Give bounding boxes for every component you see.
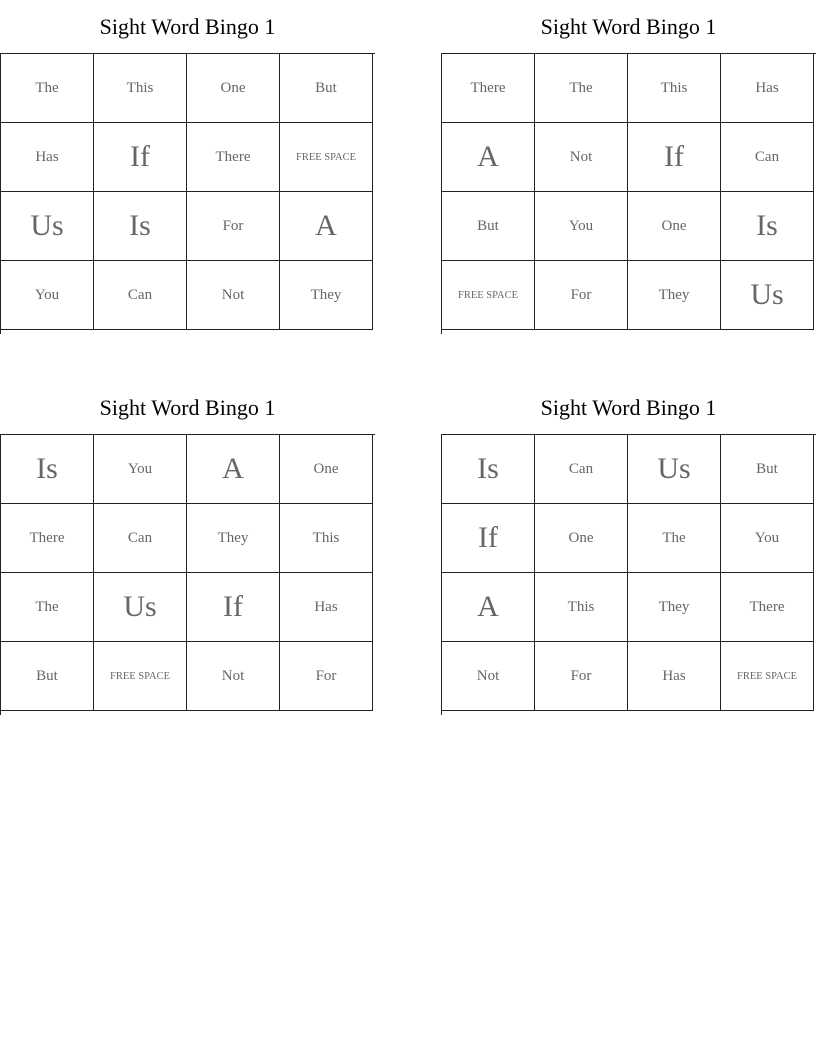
free-space-cell: FREE SPACE (280, 123, 373, 192)
bingo-cell: But (442, 192, 535, 261)
bingo-cell: A (442, 573, 535, 642)
bingo-cell: They (280, 261, 373, 330)
bingo-cell: Us (721, 261, 814, 330)
bingo-cell: They (187, 504, 280, 573)
bingo-cell: For (280, 642, 373, 711)
bingo-cell: Is (1, 435, 94, 504)
card-title: Sight Word Bingo 1 (540, 14, 717, 39)
bingo-cell: If (628, 123, 721, 192)
bingo-cell: You (535, 192, 628, 261)
bingo-cell: Has (721, 54, 814, 123)
bingo-cell: Has (628, 642, 721, 711)
bingo-cell: This (94, 54, 187, 123)
bingo-cell: They (628, 261, 721, 330)
bingo-cell: For (535, 642, 628, 711)
bingo-cell: The (535, 54, 628, 123)
bingo-cell: The (1, 54, 94, 123)
bingo-cell: This (628, 54, 721, 123)
card-title: Sight Word Bingo 1 (99, 14, 276, 39)
bingo-cell: But (1, 642, 94, 711)
bingo-cell: One (535, 504, 628, 573)
bingo-cell: Is (442, 435, 535, 504)
free-space-cell: FREE SPACE (721, 642, 814, 711)
bingo-card-4 (441, 393, 816, 684)
bingo-cell: A (187, 435, 280, 504)
bingo-cell: You (1, 261, 94, 330)
bingo-cell: They (628, 573, 721, 642)
bingo-cell: Can (94, 261, 187, 330)
bingo-cell: You (94, 435, 187, 504)
bingo-cell: If (94, 123, 187, 192)
bingo-cell: A (280, 192, 373, 261)
bingo-cell: Can (721, 123, 814, 192)
bingo-cell: Not (187, 261, 280, 330)
bingo-cell: For (535, 261, 628, 330)
bingo-card-1 (0, 12, 375, 303)
bingo-cell: There (187, 123, 280, 192)
bingo-cell: This (535, 573, 628, 642)
bingo-grid (0, 53, 375, 334)
bingo-cell: The (628, 504, 721, 573)
bingo-cell: Can (535, 435, 628, 504)
bingo-cell: You (721, 504, 814, 573)
bingo-cell: For (187, 192, 280, 261)
bingo-card-3 (0, 393, 375, 684)
bingo-cell: Has (280, 573, 373, 642)
bingo-cell: The (1, 573, 94, 642)
bingo-cell: One (628, 192, 721, 261)
bingo-cell: There (1, 504, 94, 573)
bingo-cell: If (442, 504, 535, 573)
bingo-cell: There (721, 573, 814, 642)
card-title: Sight Word Bingo 1 (540, 395, 717, 420)
bingo-cell: But (280, 54, 373, 123)
bingo-cell: One (280, 435, 373, 504)
free-space-cell: FREE SPACE (94, 642, 187, 711)
bingo-cell: Us (1, 192, 94, 261)
bingo-cell: Us (628, 435, 721, 504)
bingo-cell: Can (94, 504, 187, 573)
bingo-cell: If (187, 573, 280, 642)
bingo-cell: Not (442, 642, 535, 711)
bingo-cell: Not (187, 642, 280, 711)
card-title: Sight Word Bingo 1 (99, 395, 276, 420)
bingo-cell: Not (535, 123, 628, 192)
free-space-cell: FREE SPACE (442, 261, 535, 330)
bingo-grid (0, 434, 375, 715)
bingo-grid (441, 53, 816, 334)
bingo-cell: Us (94, 573, 187, 642)
bingo-cell: One (187, 54, 280, 123)
bingo-cell: But (721, 435, 814, 504)
bingo-grid (441, 434, 816, 715)
bingo-cell: Has (1, 123, 94, 192)
bingo-cell: This (280, 504, 373, 573)
bingo-card-2 (441, 12, 816, 311)
bingo-cell: Is (94, 192, 187, 261)
bingo-cell: There (442, 54, 535, 123)
bingo-cell: Is (721, 192, 814, 261)
bingo-cell: A (442, 123, 535, 192)
